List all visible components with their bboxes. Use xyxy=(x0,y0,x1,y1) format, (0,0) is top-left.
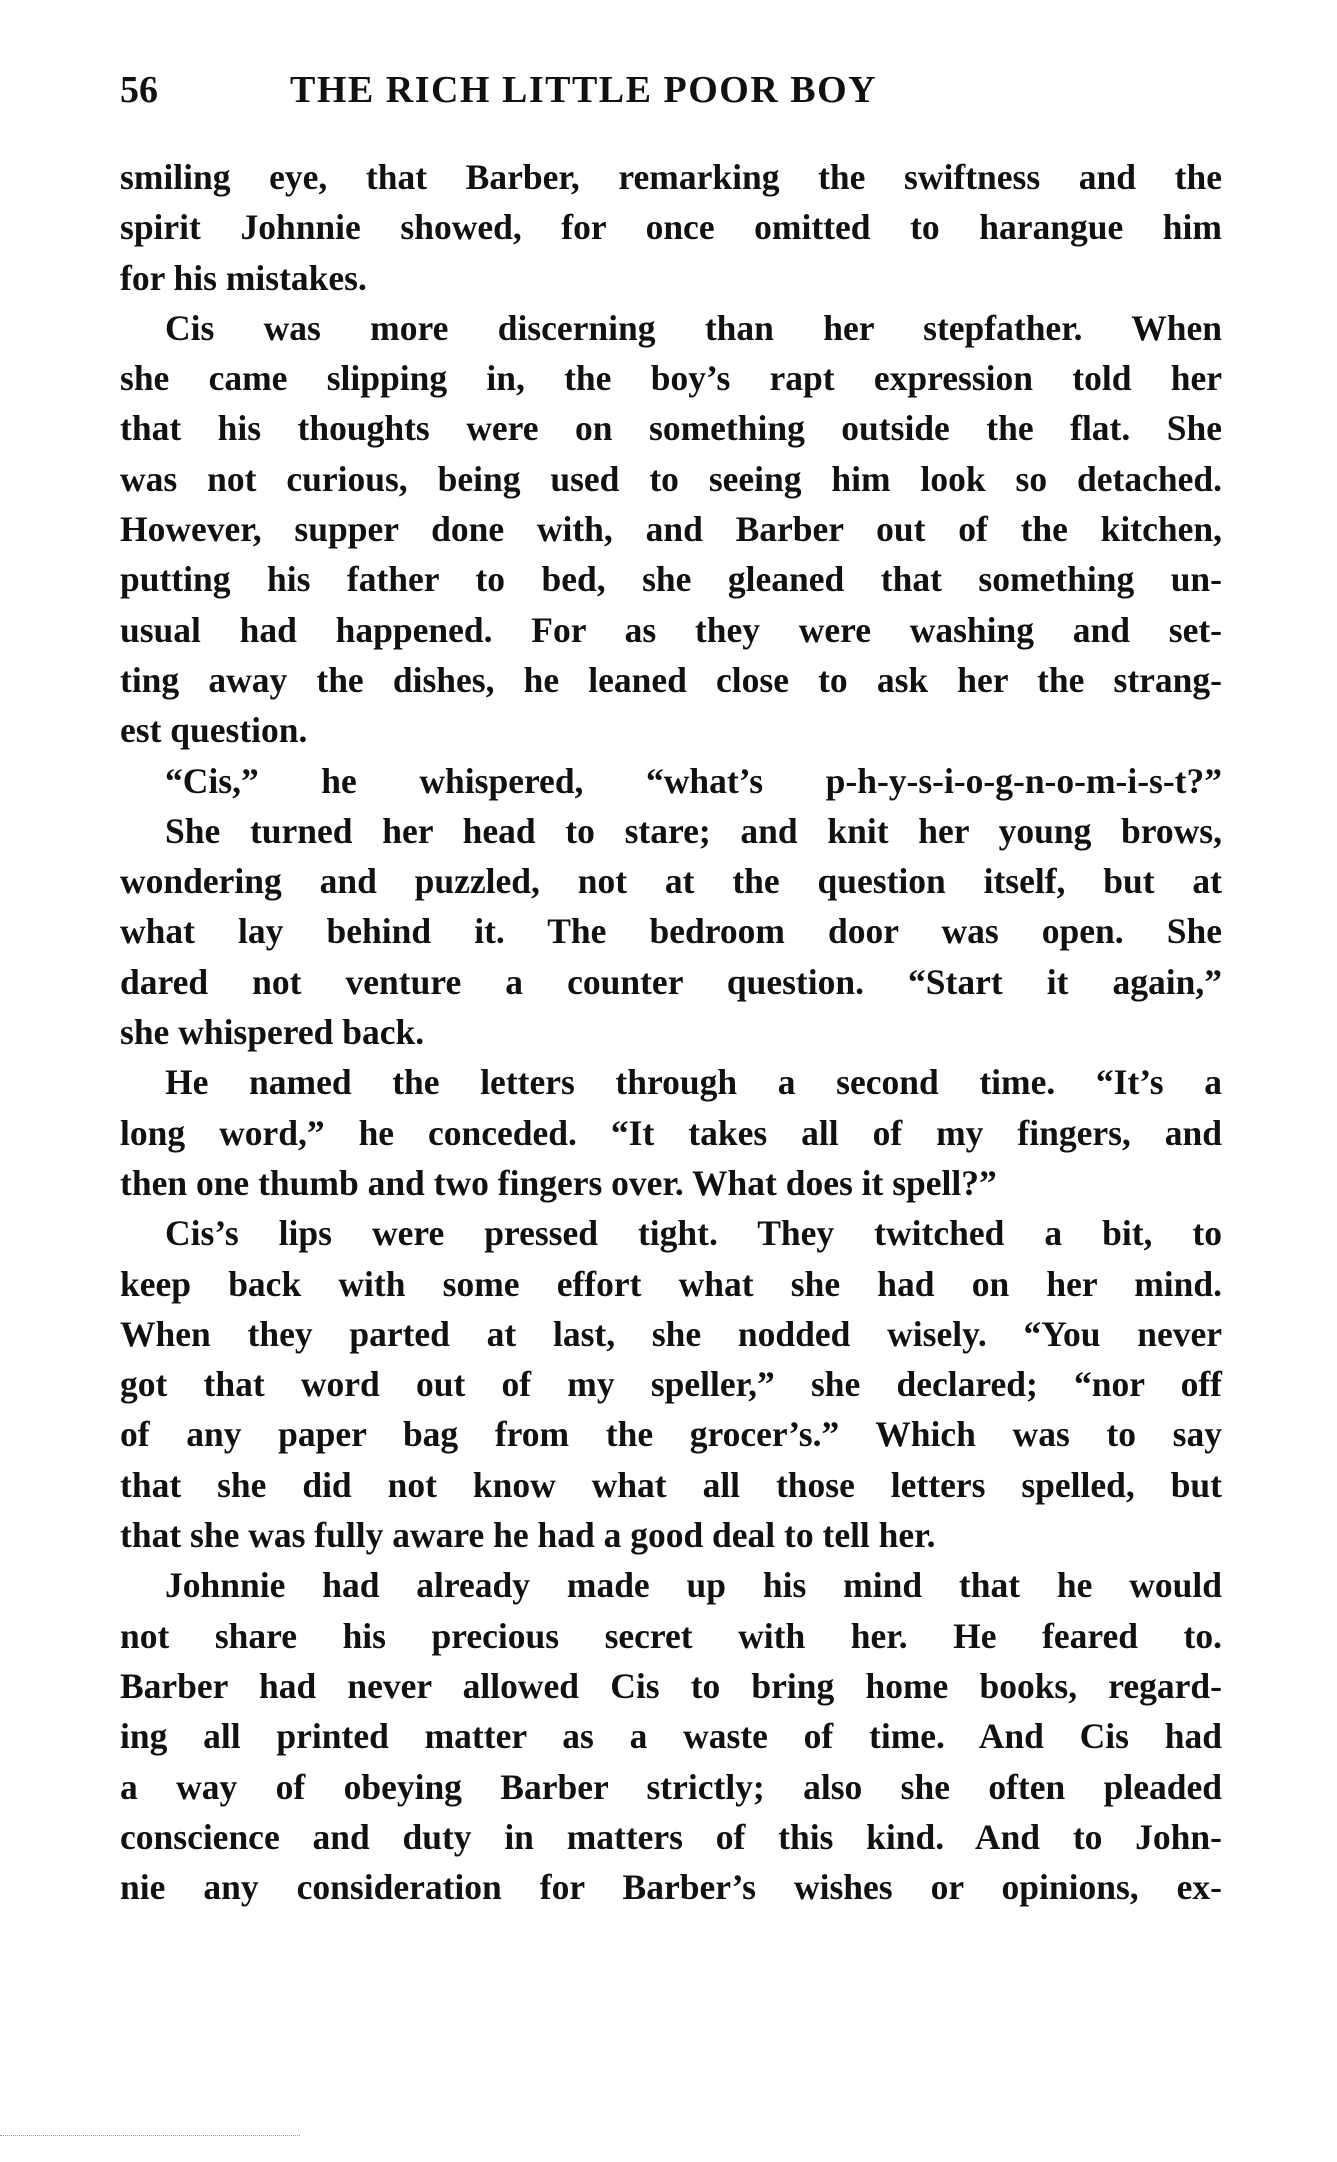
text-line: Barber had never allowed Cis to bring home books, regard- xyxy=(120,1665,1222,1706)
text-line: When they parted at last, she nodded wisely. “You never xyxy=(120,1313,1222,1354)
text-line: that she did not know what all those letters spelled, but xyxy=(120,1464,1222,1505)
text-line: usual had happened. For as they were washing and set- xyxy=(120,609,1222,650)
body-text xyxy=(120,152,1222,1912)
text-line: conscience and duty in matters of this kind. And to John- xyxy=(120,1816,1222,1857)
text-line: est question. xyxy=(120,710,308,751)
text-line: smiling eye, that Barber, remarking the swiftness and the xyxy=(120,157,1222,197)
text-line: However, supper done with, and Barber out of the kitchen, xyxy=(120,509,1222,550)
text-line: she whispered back. xyxy=(120,1012,425,1053)
text-line: Cis’s lips were pressed tight. They twitched a bit, to xyxy=(165,1213,1222,1254)
text-line: of any paper bag from the grocer’s.” Which was to say xyxy=(120,1414,1222,1455)
text-line: dared not venture a counter question. “Start it again,” xyxy=(120,961,1222,1002)
text-line: spirit Johnnie showed, for once omitted to harangue him xyxy=(120,207,1222,248)
text-line: Cis was more discerning than her stepfather. When xyxy=(165,307,1222,348)
text-line: Johnnie had already made up his mind that he would xyxy=(165,1565,1222,1606)
page-number: 56 xyxy=(120,69,158,111)
text-line: She turned her head to stare; and knit her young brows, xyxy=(165,810,1222,851)
text-line: long word,” he conceded. “It takes all of my fingers, and xyxy=(120,1112,1222,1153)
text-line: wondering and puzzled, not at the question itself, but at xyxy=(120,861,1222,902)
text-line: that his thoughts were on something outside the flat. She xyxy=(120,408,1222,449)
page-header xyxy=(120,68,1222,118)
text-line: He named the letters through a second time. “It’s a xyxy=(165,1062,1222,1103)
text-line: then one thumb and two fingers over. What does it spell?” xyxy=(120,1162,997,1203)
text-line: a way of obeying Barber strictly; also she often pleaded xyxy=(120,1766,1222,1807)
running-title: THE RICH LITTLE POOR BOY xyxy=(290,69,878,111)
text-line: for his mistakes. xyxy=(120,257,367,298)
text-line: got that word out of my speller,” she declared; “nor off xyxy=(120,1364,1222,1405)
text-line: that she was fully aware he had a good deal to tell her. xyxy=(120,1515,936,1556)
scan-edge-rule xyxy=(0,2135,300,2136)
text-line: she came slipping in, the boy’s rapt expression told her xyxy=(120,358,1222,399)
text-line: keep back with some effort what she had on her mind. xyxy=(120,1263,1222,1304)
text-line: nie any consideration for Barber’s wishes or opinions, ex- xyxy=(120,1867,1222,1908)
text-line: ting away the dishes, he leaned close to ask her the strang- xyxy=(120,659,1222,700)
text-line: not share his precious secret with her. He feared to. xyxy=(120,1615,1222,1656)
text-line: what lay behind it. The bedroom door was open. She xyxy=(120,911,1222,952)
text-line: ing all printed matter as a waste of time. And Cis had xyxy=(120,1716,1222,1757)
text-line: was not curious, being used to seeing him look so detached. xyxy=(120,458,1222,499)
text-line: putting his father to bed, she gleaned that something un- xyxy=(120,559,1222,600)
text-line: “Cis,” he whispered, “what’s p-h-y-s-i-o-g-n-o-m-i-s-t?” xyxy=(165,760,1222,801)
